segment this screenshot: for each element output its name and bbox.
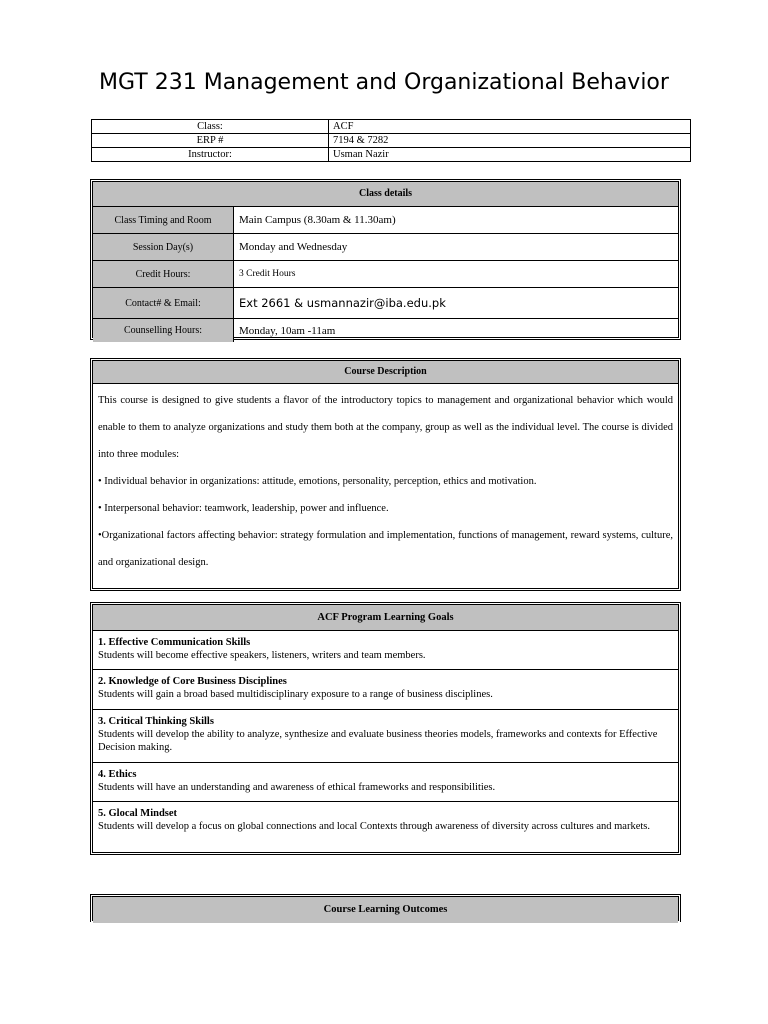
timing-label: Class Timing and Room <box>93 207 234 233</box>
instructor-value: Usman Nazir <box>329 148 691 162</box>
goal-text: Students will gain a broad based multidisciplinary exposure to a range of business disciplines. <box>98 689 493 700</box>
goal-item <box>93 631 678 670</box>
class-details-table <box>90 179 681 340</box>
erp-label: ERP # <box>92 134 329 148</box>
table-row <box>93 288 678 319</box>
table-row <box>92 120 691 134</box>
counselling-label: Counselling Hours: <box>93 319 234 342</box>
goal-title: 3. Critical Thinking Skills <box>98 716 214 727</box>
goal-title: 5. Glocal Mindset <box>98 808 178 819</box>
goal-text: Students will develop the ability to analyze, synthesize and evaluate business theories models, frameworks and contexts for Effective Decision making. <box>98 729 658 753</box>
counselling-value: Monday, 10am -11am <box>239 324 336 337</box>
class-value: ACF <box>329 120 691 134</box>
table-row <box>92 148 691 162</box>
course-description-header: Course Description <box>93 361 678 384</box>
goal-title: 4. Ethics <box>98 769 137 780</box>
course-info-table <box>91 119 691 162</box>
course-description-box <box>90 358 681 591</box>
credit-hours-value: 3 Credit Hours <box>239 269 296 279</box>
erp-value: 7194 & 7282 <box>329 134 691 148</box>
module-item: • Individual behavior in organizations: attitude, emotions, personality, perception, ethics and motivation. <box>98 476 537 487</box>
goal-title: 2. Knowledge of Core Business Disciplines <box>98 676 287 687</box>
table-row <box>93 207 678 234</box>
table-row <box>93 261 678 288</box>
module-item: • Interpersonal behavior: teamwork, leadership, power and influence. <box>98 503 389 514</box>
learning-outcomes-header: Course Learning Outcomes <box>93 897 678 923</box>
goal-item <box>93 802 678 854</box>
goal-item <box>93 763 678 802</box>
table-row <box>92 134 691 148</box>
session-days-label: Session Day(s) <box>93 234 234 260</box>
goal-text: Students will develop a focus on global connections and local Contexts through awareness of diversity across cultures and markets. <box>98 821 650 832</box>
goal-title: 1. Effective Communication Skills <box>98 637 251 648</box>
goal-item <box>93 670 678 710</box>
table-row <box>93 319 678 342</box>
learning-goals-box <box>90 602 681 855</box>
contact-label: Contact# & Email: <box>93 288 234 318</box>
table-row <box>93 234 678 261</box>
goal-text: Students will have an understanding and awareness of ethical frameworks and responsibilities. <box>98 782 496 793</box>
class-label: Class: <box>92 120 329 134</box>
session-days-value: Monday and Wednesday <box>239 241 348 253</box>
learning-goals-header: ACF Program Learning Goals <box>93 605 678 631</box>
learning-outcomes-box <box>90 894 681 922</box>
goal-text: Students will become effective speakers, listeners, writers and team members. <box>98 650 426 661</box>
class-details-header: Class details <box>93 182 678 207</box>
page-title: MGT 231 Management and Organizational Behavior <box>99 70 669 95</box>
module-item: •Organizational factors affecting behavior: strategy formulation and implementation, functions of management, reward systems, culture, and organizational design. <box>98 530 673 568</box>
goal-item <box>93 710 678 763</box>
timing-value: Main Campus (8.30am & 11.30am) <box>239 214 396 226</box>
instructor-label: Instructor: <box>92 148 329 162</box>
contact-value: Ext 2661 & usmannazir@iba.edu.pk <box>239 296 446 310</box>
description-paragraph: This course is designed to give students a flavor of the introductory topics to management and organizational behavior which would enable to them to analyze organizations and study them both at the company, group as well as the individual level. The course is divided into three modules: <box>98 395 673 460</box>
course-description-body <box>93 384 678 576</box>
credit-hours-label: Credit Hours: <box>93 261 234 287</box>
